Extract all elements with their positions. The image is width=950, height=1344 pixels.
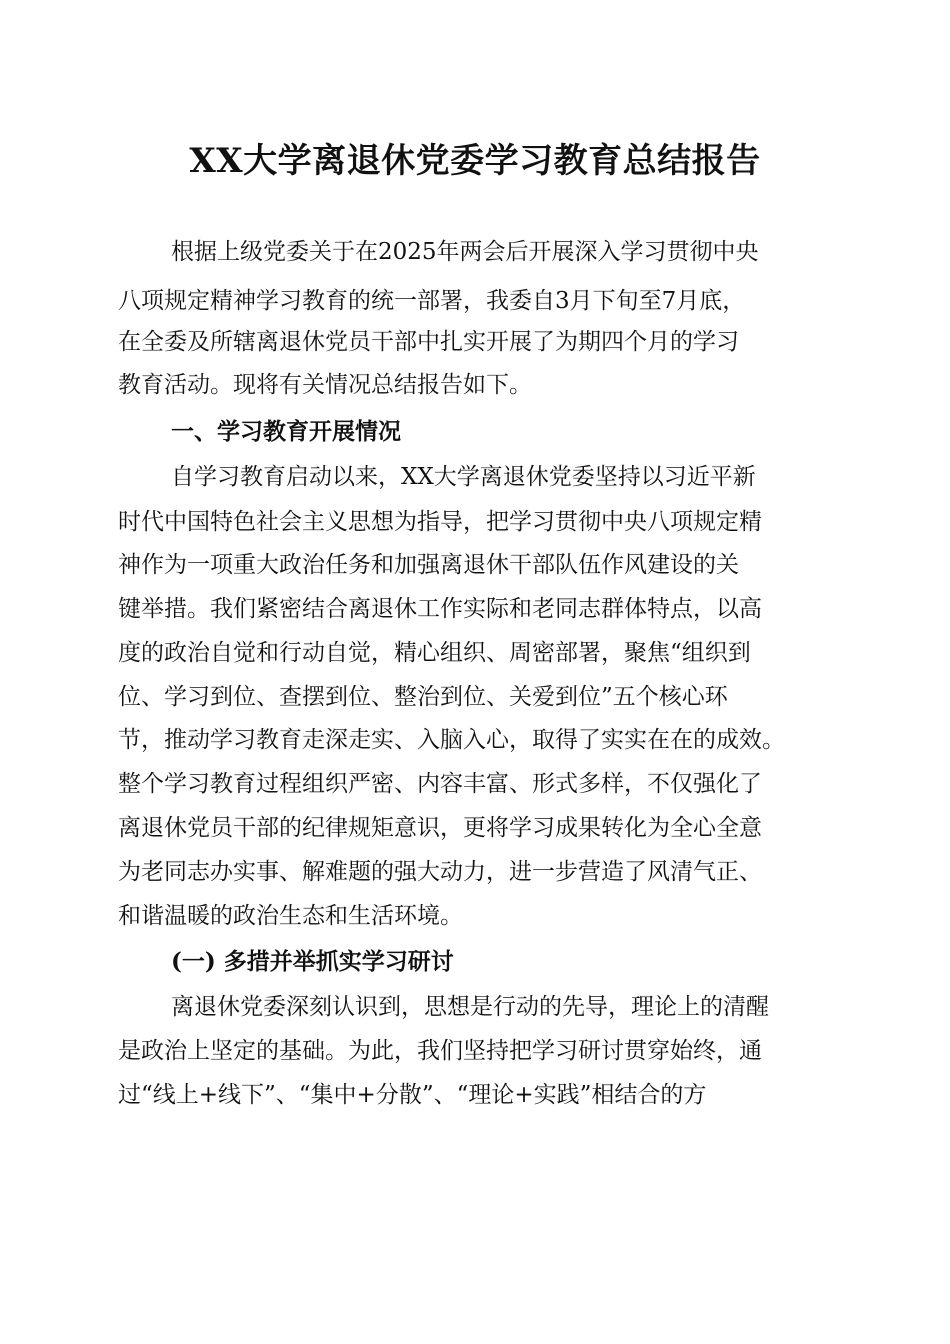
intro-paragraph-line: 八项规定精神学习教育的统一部署，我委自3月下旬至7月底， [118, 288, 746, 314]
body-paragraph-line: 离退休党委深刻认识到，思想是行动的先导，理论上的清醒 [171, 994, 769, 1020]
body-paragraph-line: 度的政治自觉和行动自觉，精心组织、周密部署，聚焦“组织到 [118, 640, 751, 666]
body-paragraph-line: 神作为一项重大政治任务和加强离退休干部队伍作风建设的关 [118, 552, 739, 578]
body-paragraph-line: 自学习教育启动以来，XX大学离退休党委坚持以习近平新 [171, 464, 756, 490]
intro-paragraph-line: 根据上级党委关于在2025年两会后开展深入学习贯彻中央 [171, 239, 759, 265]
body-paragraph-line: 过“线上+线下”、“集中+分散”、“理论+实践”相结合的方 [118, 1082, 707, 1108]
subsection-heading-1: (一) 多措并举抓实学习研讨 [171, 948, 454, 975]
body-paragraph-line: 时代中国特色社会主义思想为指导，把学习贯彻中央八项规定精 [118, 509, 762, 535]
body-paragraph-line: 键举措。我们紧密结合离退休工作实际和老同志群体特点，以高 [118, 596, 762, 622]
body-paragraph-line: 和谐温暖的政治生态和生活环境。 [118, 903, 463, 929]
body-paragraph-line: 离退休党员干部的纪律规矩意识，更将学习成果转化为全心全意 [118, 815, 762, 841]
body-paragraph-line: 是政治上坚定的基础。为此，我们坚持把学习研讨贯穿始终，通 [118, 1038, 762, 1064]
intro-paragraph-line: 教育活动。现将有关情况总结报告如下。 [118, 372, 532, 398]
body-paragraph-line: 整个学习教育过程组织严密、内容丰富、形式多样，不仅强化了 [118, 771, 762, 797]
intro-paragraph-line: 在全委及所辖离退休党员干部中扎实开展了为期四个月的学习 [118, 329, 739, 355]
document-title: XX大学离退休党委学习教育总结报告 [189, 141, 761, 181]
body-paragraph-line: 位、学习到位、查摆到位、整治到位、关爱到位”五个核心环 [118, 684, 728, 710]
body-paragraph-line: 节，推动学习教育走深走实、入脑入心，取得了实实在在的成效。 [118, 727, 785, 753]
section-heading-1: 一、学习教育开展情况 [171, 419, 401, 445]
body-paragraph-line: 为老同志办实事、解难题的强大动力，进一步营造了风清气正、 [118, 859, 762, 885]
